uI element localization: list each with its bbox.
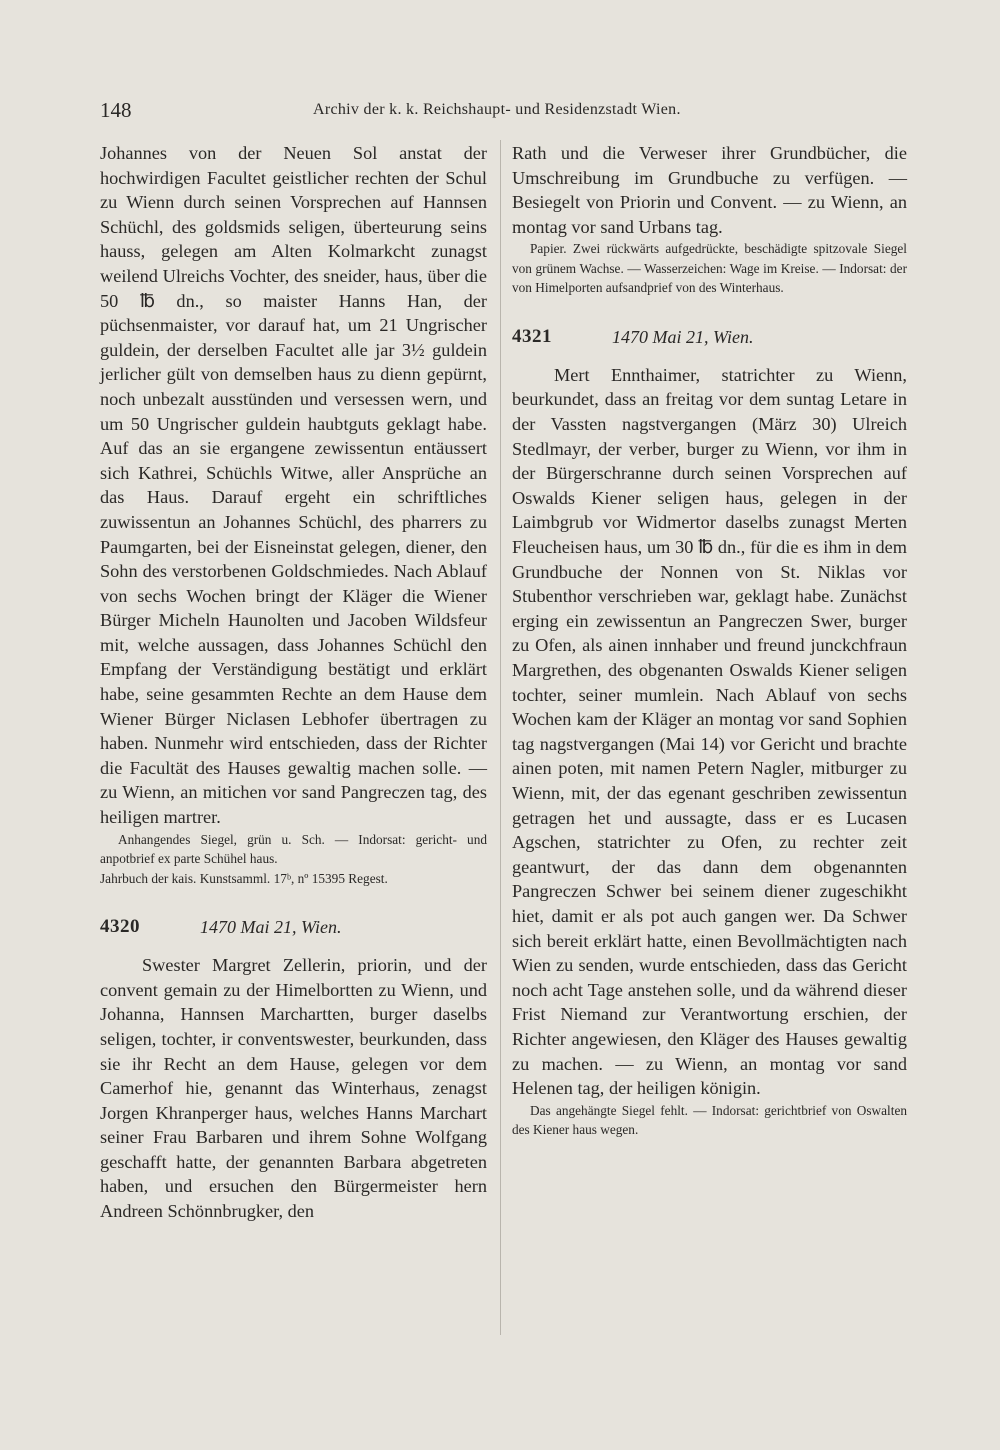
left-column xyxy=(100,141,487,1224)
page-number: 148 xyxy=(100,98,132,122)
running-title: Archiv der k. k. Reichshaupt- und Residenzstadt Wien. xyxy=(313,101,681,118)
entry-continuation-text: Johannes von der Neuen Sol anstat der hochwirdigen Facultet geistlicher rechten der Schul zu Wienn durch seinen Vorsprechen auf Hannsen Schüchl, des goldsmids seligen, überteurung seins hauss, gelegen am Alten Kolmarkcht zunagst weilend Ulreichs Vochter, des sneider, haus, über die 50 ℔ dn., so maister Hanns Han, der püchsenmaister, vor darauf hat, um 21 Ungrischer guldein, der derselben Facultet alle jar 3½ guldein jerlicher gült von demselben haus zu dienn gepürnt, noch unbezalt ausstünden und versessen wern, und um 50 Ungrischer guldein haubtguts geklagt habe. Auf das an sie ergangene zewissentun entäussert sich Kathrei, Schüchls Witwe, aller Ansprüche an das Haus. Darauf ergeht ein schriftliches zuwissentun an Johannes Schüchl, des pharrers zu Paumgarten, bei der Eisneinstat gelegen, diener, den Sohn des verstorbenen Goldschmiedes. Nach Ablauf von sechs Wochen bringt der Kläger die Wiener Bürger Micheln Haunolten und Jacoben Wildsfeur mit, welche aussagen, dass Johannes Schüchl den Empfang der Verständigung bestätigt und erklärt habe, seine gesammten Rechte an dem Hause dem Wiener Bürger Niclasen Lebhofer übertragen zu haben. Nunmehr wird entschieden, dass der Richter die Facultät des Hauses gewaltig machen solle. — zu Wienn, an mitichen vor sand Pangreczen tag, des heiligen martrer. xyxy=(100,143,487,828)
seal-note: Das angehängte Siegel fehlt. — Indorsat: gerichtbrief von Oswalten des Kiener haus wegen. xyxy=(512,1102,907,1138)
entry-date: 1470 Mai 21, Wien. xyxy=(200,917,342,938)
entry-header-4321 xyxy=(512,325,907,353)
entry-date: 1470 Mai 21, Wien. xyxy=(612,326,754,347)
seal-note: Anhangendes Siegel, grün u. Sch. — Indorsat: gericht- und anpotbrief ex parte Schühel haus. xyxy=(100,831,487,867)
reference-note: Jahrbuch der kais. Kunstsamml. 17ᵇ, nº 15395 Regest. xyxy=(100,870,388,886)
entry-text-4320: Swester Margret Zellerin, priorin, und der convent gemain zu der Himelbortten zu Wienn, und Johanna, Hannsen Marchartten, burger daselbs seligen, tochter, ir conventswester, beurkunden, dass sie ihr Recht an dem Hause, gelegen vor dem Camerhof hie, genannt das Winterhaus, zenagst Jorgen Khranperger haus, welches Hanns Marchart seiner Frau Barbaren und ihrem Sohne Wolfgang geschafft hatte, der genannten Barbara abgetreten haben, und ersuchen den Bürgermeister hern Andreen Schönnbrugker, den xyxy=(100,955,487,1222)
paper-note: Papier. Zwei rückwärts aufgedrückte, beschädigte spitzovale Siegel von grünem Wachse. — Wasserzeichen: Wage im Kreise. — Indorsat: der von Himelporten aufsandprief von des Winterhaus. xyxy=(512,241,907,296)
entry-number: 4320 xyxy=(100,916,140,938)
entry-text-4321: Mert Ennthaimer, statrichter zu Wienn, beurkundet, dass an freitag vor dem suntag Letare in der Vassten nagstvergangen (März 30) Ulreich Stedlmayr, der verber, burger zu Wienn, vor ihm in der Bürgerschranne durch seinen Vorsprechen auf Oswalds Kiener seligen haus, gelegen in der Laimbgrub vor Widmertor daselbs zunagst Merten Fleucheisen haus, um 30 ℔ dn., für die es ihm in dem Grundbuche der Nonnen von St. Niklas vor Stubenthor verschrieben war, geklagt habe. Zunächst erging ein zewissentun an Pangreczen Swer, burger zu Ofen, als ainen innhaber und freund junckchfraun Margrethen, des obgenanten Oswalds Kiener seligen tochter, seiner mumlein. Nach Ablauf von sechs Wochen kam der Kläger an montag vor sand Sophien tag nagstvergangen (Mai 14) vor Gericht und brachte ainen poten, mit namen Petern Nagler, mitburger zu Wienn, mit, der das egenant geschriben zewissentun getragen het und aussagte, dass er es Lucasen Agschen, statrichter zu Ofen, zu rechter zeit geantwurt, der das dann dem obgenannten Pangreczen Schwer bei seinem diener zugeschikht hiet, damit er als pot auch gangen wer. Da Schwer sich bereit erklärt hatte, einen Bevollmächtigten nach Wien zu senden, wurde entschieden, dass das Gericht noch acht Tage anstehen solle, und da während dieser Frist Niemand zur Verantwortung erschien, der Richter angewiesen, den Kläger des Hauses gewaltig zu machen. — zu Wienn, an montag vor sand Helenen tag, der heiligen königin. xyxy=(512,364,907,1099)
entry-continuation-text: Rath und die Verweser ihrer Grundbücher, die Umschreibung im Grundbuche zu verfügen. — Besiegelt von Priorin und Convent. — zu Wienn, an montag vor sand Urbans tag. xyxy=(512,143,907,237)
entry-header-4320 xyxy=(100,915,487,943)
page-header xyxy=(100,98,910,128)
column-divider xyxy=(500,140,501,1335)
right-column xyxy=(512,141,907,1140)
entry-number: 4321 xyxy=(512,325,552,347)
